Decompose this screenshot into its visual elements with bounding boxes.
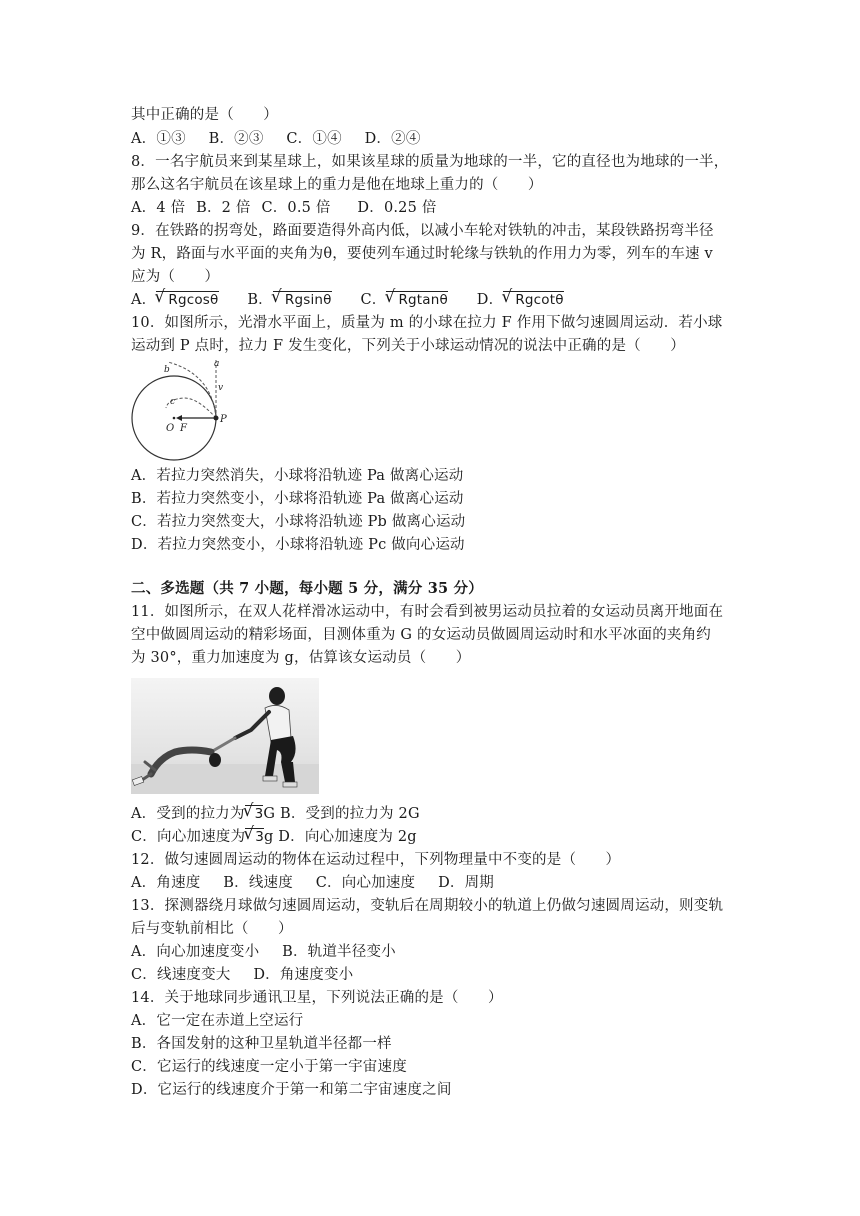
q9-option-c-letter: C．	[360, 292, 387, 308]
q12-options	[131, 873, 512, 893]
q12-option-a: A．角速度	[131, 875, 201, 891]
q9-option-d-formula: √ Rgcotθ	[503, 291, 563, 309]
q10-label-f: F	[180, 423, 187, 434]
q9-stem-line1: 9．在铁路的拐弯处，路面要造得外高内低，以减小车轮对铁轨的冲击，某段铁路拐弯半径	[131, 223, 714, 239]
q8-stem-line1: 8．一名宇航员来到某星球上，如果该星球的质量为地球的一半，它的直径也为地球的一半，	[131, 154, 729, 170]
q9-option-a-letter: A．	[131, 292, 157, 308]
q13-stem-line2: 后与变轨前相比（ ）	[131, 921, 293, 937]
q11-option-a-text: A．受到的拉力为	[131, 806, 245, 822]
q10-force-arrowhead	[176, 415, 182, 421]
q10-label-a: a	[214, 359, 220, 369]
q10-label-o: O	[166, 423, 175, 434]
q9-option-d-letter: D．	[476, 292, 504, 308]
q9-option-c-formula: √ Rgtanθ	[386, 291, 448, 309]
q8-stem-line2: 那么这名宇航员在该星球上的重力是他在地球上重力的（ ）	[131, 177, 543, 193]
q10-option-b: B．若拉力突然变小，小球将沿轨迹 Pa 做离心运动	[131, 491, 464, 507]
q12-stem: 12．做匀速圆周运动的物体在运动过程中，下列物理量中不变的是（ ）	[131, 852, 621, 868]
q10-option-d: D．若拉力突然变小，小球将沿轨迹 Pc 做向心运动	[131, 537, 465, 553]
q11-option-b: B．受到的拉力为 2G	[279, 806, 420, 822]
q11-stem-line2: 空中做圆周运动的精彩场面，目测体重为 G 的女运动员做圆周运动时和水平冰面的夹角约	[131, 627, 711, 643]
q9-stem-line2: 为 R，路面与水平面的夹角为θ，要使列车通过时轮缘与铁轨的作用力为零，列车的车速 v	[131, 246, 713, 262]
q11-stem-line3: 为 30°，重力加速度为 g，估算该女运动员（ ）	[131, 650, 471, 666]
q10-label-v: v	[218, 383, 224, 393]
q13-stem-line1: 13．探测器绕月球做匀速圆周运动，变轨后在周期较小的轨道上仍做匀速圆周运动，则变轨	[131, 898, 724, 914]
q11-figure-skating-photo	[131, 678, 319, 794]
q10-stem-line2: 运动到 P 点时，拉力 F 发生变化，下列关于小球运动情况的说法中正确的是（ ）	[131, 338, 685, 354]
q10-path-b	[168, 362, 216, 418]
q14-stem: 14．关于地球同步通讯卫星，下列说法正确的是（ ）	[131, 990, 503, 1006]
q11-option-c-unit: g	[264, 829, 274, 845]
q9-stem-line3: 应为（ ）	[131, 269, 220, 285]
q13-options-row2	[131, 965, 371, 985]
q9-option-a-formula: √ Rgcosθ	[156, 291, 218, 309]
q11-option-a-root: √ 3	[245, 805, 264, 823]
q14-option-d: D．它运行的线速度介于第一和第二宇宙速度之间	[131, 1082, 452, 1098]
q7-option-a: A．①③	[131, 131, 186, 147]
q9-option-b-letter: B．	[247, 292, 273, 308]
q10-center-point	[173, 417, 176, 420]
q11-option-a-unit: G	[263, 806, 276, 822]
q11-option-d: D．向心加速度为 2g	[278, 829, 417, 845]
q10-option-c: C．若拉力突然变大，小球将沿轨迹 Pb 做离心运动	[131, 514, 466, 530]
q10-circular-motion-figure	[128, 356, 238, 464]
q7-options	[131, 129, 439, 149]
q7-option-d: D．②④	[364, 131, 421, 147]
q12-option-c: C．向心加速度	[315, 875, 416, 891]
q10-label-c: c	[170, 397, 176, 407]
q8-option-a: A．4 倍	[131, 200, 186, 216]
q7-option-b: B．②③	[208, 131, 264, 147]
q14-option-c: C．它运行的线速度一定小于第一宇宙速度	[131, 1059, 407, 1075]
q11-option-c-text: C．向心加速度为	[131, 829, 246, 845]
q12-option-d: D．周期	[438, 875, 495, 891]
q14-option-a: A．它一定在赤道上空运行	[131, 1013, 304, 1029]
q8-options	[131, 198, 455, 218]
q13-options-row1	[131, 942, 414, 962]
q11-options-row2	[131, 827, 417, 847]
q7-option-c: C．①④	[286, 131, 342, 147]
q10-option-a: A．若拉力突然消失，小球将沿轨迹 Pa 做离心运动	[131, 468, 464, 484]
q13-option-b: B．轨道半径变小	[282, 944, 396, 960]
q13-option-c: C．线速度变大	[131, 967, 231, 983]
q9-options	[131, 290, 564, 310]
q8-option-d: D．0.25 倍	[357, 200, 437, 216]
q8-option-c: C．0.5 倍	[261, 200, 331, 216]
q11-stem-line1: 11．如图所示，在双人花样滑冰运动中，有时会看到被男运动员拉着的女运动员离开地面在	[131, 604, 724, 620]
q13-option-d: D．角速度变小	[253, 967, 354, 983]
q10-label-p: P	[220, 414, 227, 425]
q9-option-b-formula: √ Rgsinθ	[273, 291, 332, 309]
q11-option-c-root: √ 3	[245, 828, 264, 846]
q12-option-b: B．线速度	[223, 875, 293, 891]
section2-heading: 二、多选题（共 7 小题，每小题 5 分，满分 35 分）	[131, 580, 483, 597]
q11-options-row1	[131, 804, 420, 824]
q10-ball	[214, 416, 219, 421]
q7-stem-tail: 其中正确的是（ ）	[131, 107, 278, 123]
q8-option-b: B．2 倍	[196, 200, 251, 216]
q14-option-b: B．各国发射的这种卫星轨道半径都一样	[131, 1036, 392, 1052]
q13-option-a: A．向心加速度变小	[131, 944, 260, 960]
q10-stem-line1: 10．如图所示，光滑水平面上，质量为 m 的小球在拉力 F 作用下做匀速圆周运动．若小球	[131, 315, 723, 331]
q10-label-b: b	[164, 365, 170, 375]
